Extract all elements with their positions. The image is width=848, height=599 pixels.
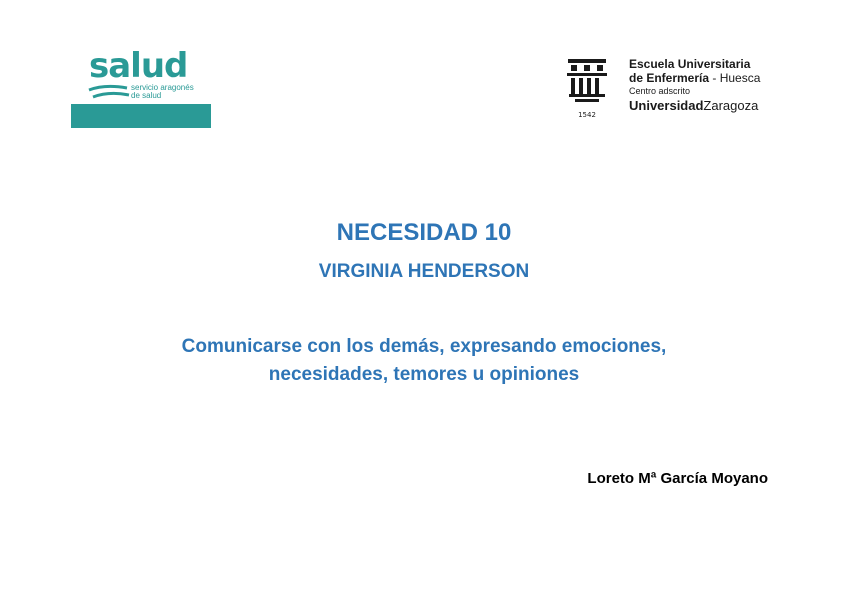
salud-wordmark: salud: [89, 46, 188, 86]
emblem-year: 1542: [578, 111, 596, 119]
university-emblem-icon: [565, 56, 609, 122]
university-line3: Centro adscrito: [629, 86, 691, 96]
description-line: necesidades, temores u opiniones: [268, 364, 580, 385]
university-line1: Escuela Universitaria: [629, 57, 751, 71]
salud-subtitle: servicio aragonés de salud: [131, 83, 194, 100]
slide-title: NECESIDAD 10: [336, 219, 512, 246]
slide-description: [0, 333, 848, 389]
university-line2: de Enfermería - Huesca: [629, 71, 761, 85]
university-line4: UniversidadZaragoza: [629, 98, 759, 113]
slide-subtitle: VIRGINIA HENDERSON: [318, 261, 530, 282]
salud-logo: [71, 48, 211, 128]
author-name: Loreto Mª García Moyano: [587, 470, 768, 487]
university-text: [629, 57, 760, 113]
university-logo: [565, 56, 780, 122]
description-line: Comunicarse con los demás, expresando emociones,: [181, 336, 667, 357]
